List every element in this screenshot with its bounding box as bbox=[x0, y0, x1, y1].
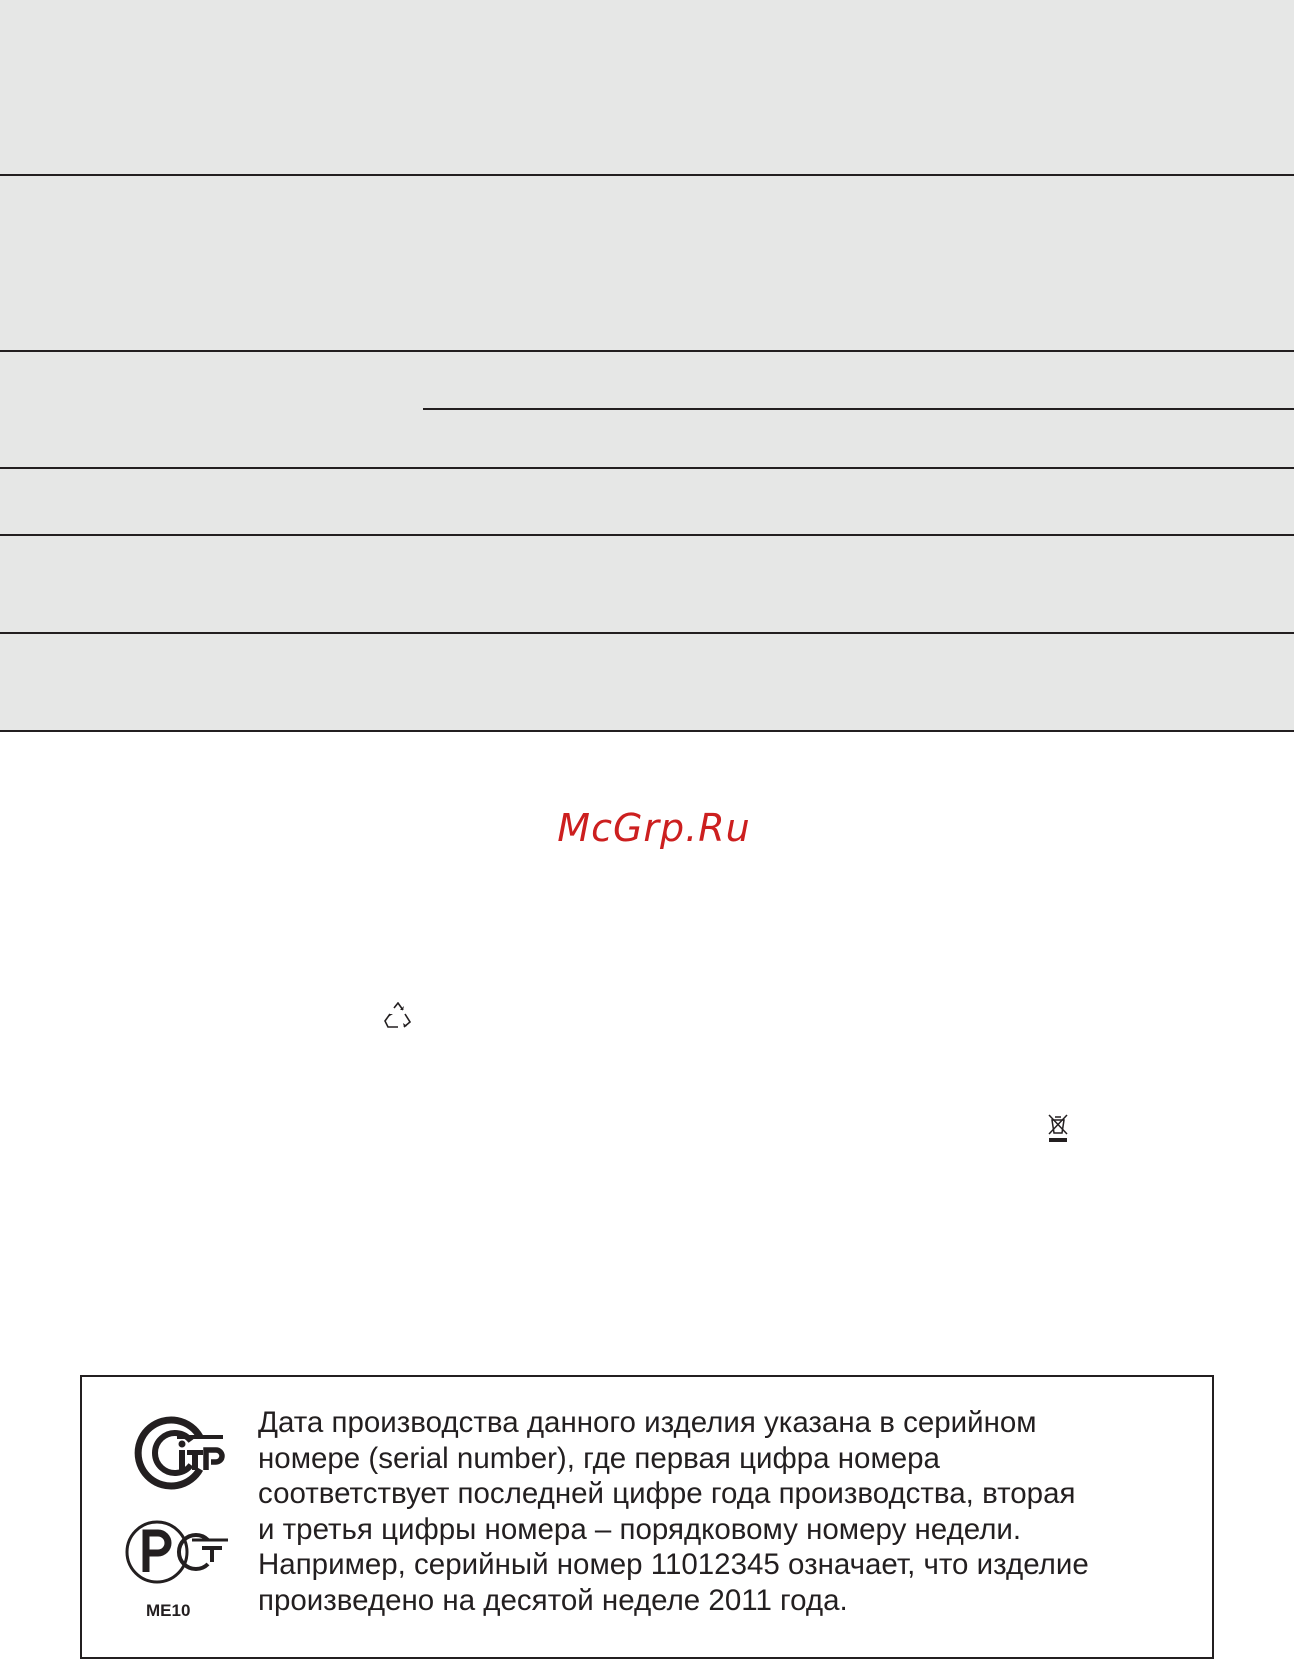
table-row-divider bbox=[0, 467, 1294, 469]
watermark: McGrp.Ru bbox=[557, 806, 751, 850]
notice-line: и третья цифры номера – порядковому номеру недели. bbox=[258, 1512, 1022, 1546]
notice-text bbox=[258, 1405, 1198, 1618]
table-cell-divider bbox=[423, 408, 1294, 410]
table-row-divider bbox=[0, 534, 1294, 536]
table-row-divider bbox=[0, 174, 1294, 176]
recycle-icon bbox=[384, 1002, 412, 1030]
table-row-divider bbox=[0, 350, 1294, 352]
pct-mark-icon bbox=[124, 1518, 230, 1586]
spec-table-background bbox=[0, 0, 1294, 731]
notice-line: Например, серийный номер 11012345 означает, что изделие bbox=[258, 1548, 1089, 1581]
certification-code: ME10 bbox=[146, 1601, 191, 1620]
table-row-divider bbox=[0, 632, 1294, 634]
eac-mark-icon bbox=[127, 1412, 227, 1494]
manufacture-date-notice bbox=[80, 1375, 1214, 1659]
notice-line: соответствует последней цифре года производства, вторая bbox=[258, 1477, 1076, 1510]
notice-line: произведено на десятой неделе 2011 года. bbox=[258, 1583, 848, 1617]
notice-line: номере (serial number), где первая цифра номера bbox=[258, 1441, 940, 1475]
notice-line: Дата производства данного изделия указана в серийном bbox=[258, 1406, 1037, 1439]
crossed-bin-icon bbox=[1047, 1113, 1069, 1143]
table-row-divider bbox=[0, 730, 1294, 732]
